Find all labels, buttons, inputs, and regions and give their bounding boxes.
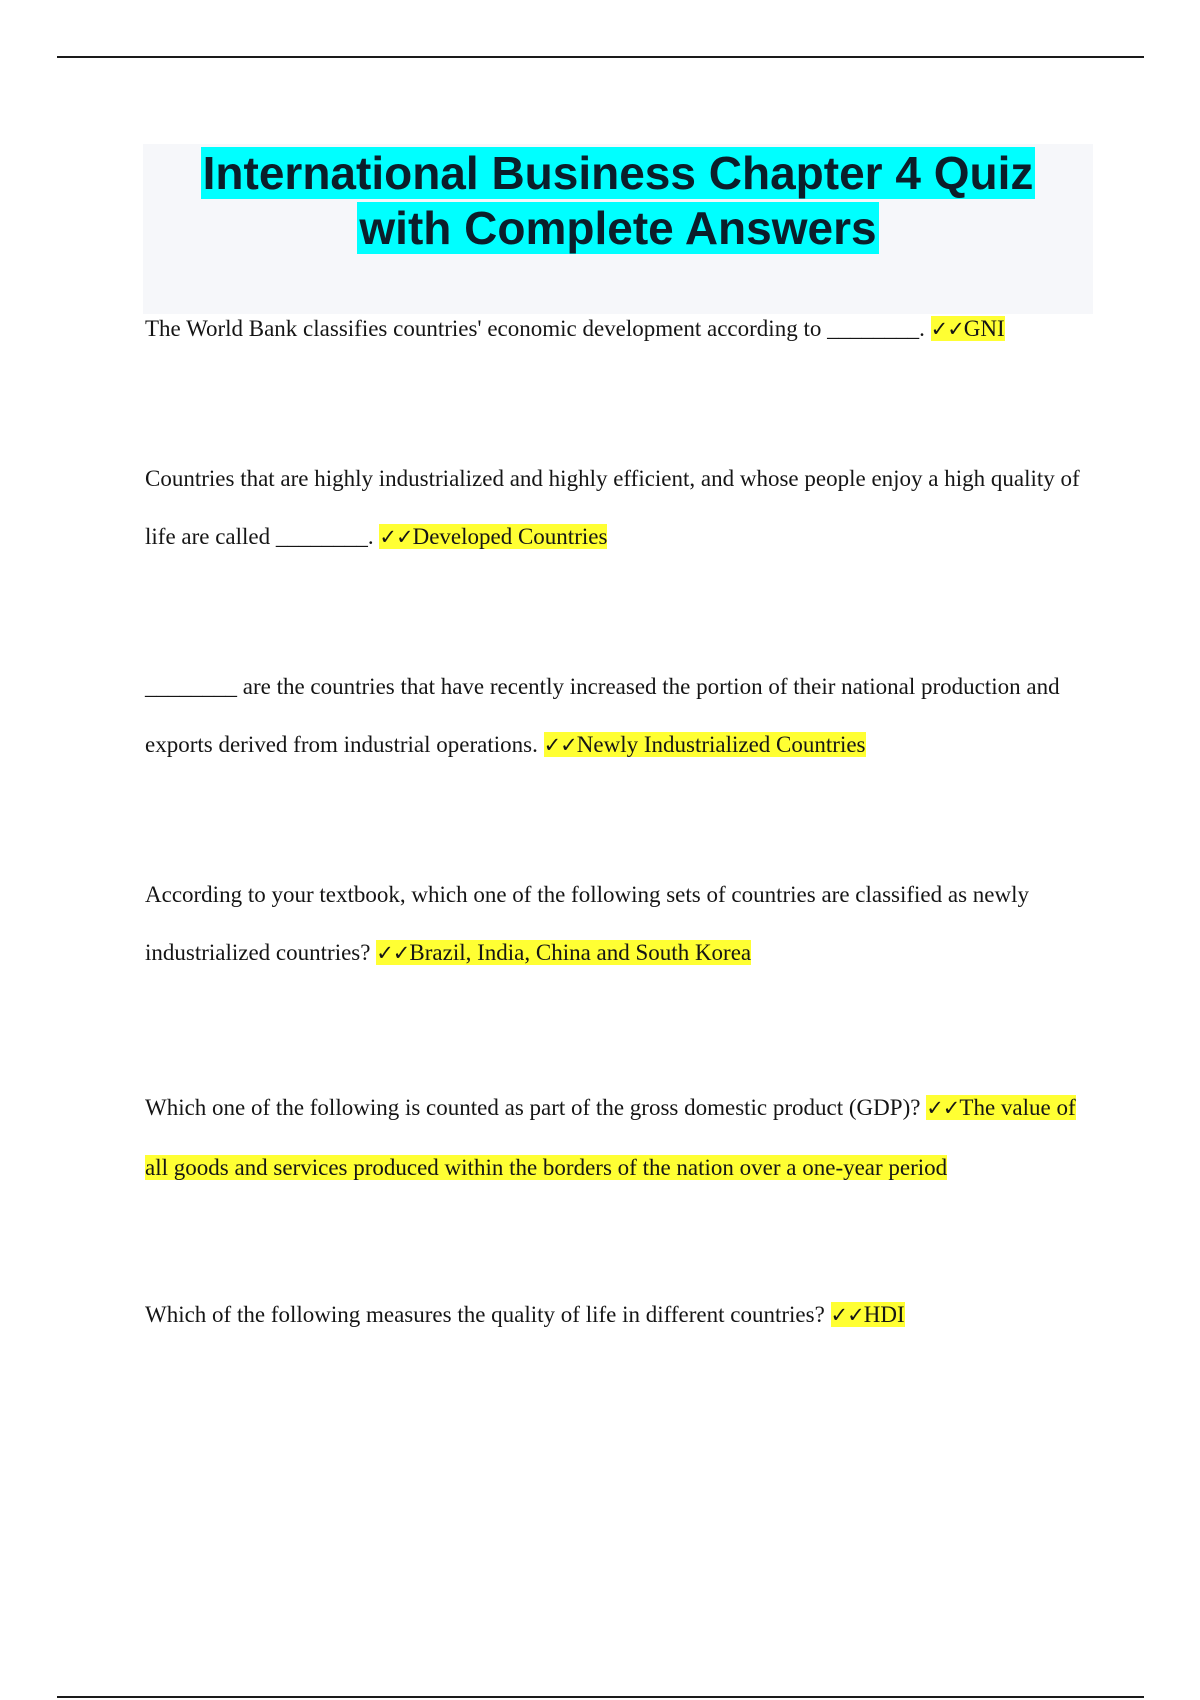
question-item [145,658,1085,774]
question-text: Which one of the following is counted as part of the gross domestic product (GDP)? [145,1095,927,1120]
question-text: ________ are the countries that have recently increased the portion of their national production and exports derived from industrial operations. [145,674,1060,757]
title-line-1: International Business Chapter 4 Quiz [202,147,1034,199]
answer-text: GNI [963,316,1005,341]
question-item [145,866,1085,982]
answer-highlight [379,524,607,549]
double-check-icon: ✓✓ [376,941,410,965]
question-text: Which of the following measures the quality of life in different countries? [145,1302,831,1327]
double-check-icon: ✓✓ [926,1096,960,1120]
answer-text: The value of all goods and services produced within the borders of the nation over a one-year period [145,1095,1076,1180]
question-text: Countries that are highly industrialized and highly efficient, and whose people enjoy a high quality of life are called ________. [145,466,1080,549]
double-check-icon: ✓✓ [543,733,577,757]
top-rule [57,56,1144,58]
answer-text: Developed Countries [412,524,608,549]
double-check-icon: ✓✓ [830,1303,864,1327]
double-check-icon: ✓✓ [930,317,964,341]
answer-text: Brazil, India, China and South Korea [409,940,752,965]
answer-highlight [931,316,1005,341]
bottom-rule [57,1696,1144,1698]
answer-text: Newly Industrialized Countries [576,732,866,757]
answer-highlight [831,1302,905,1327]
question-item [145,300,1085,358]
question-item [145,450,1085,566]
question-text: According to your textbook, which one of the following sets of countries are classified as newly industrialized countries? [145,882,1029,965]
answer-highlight [544,732,866,757]
question-item [145,1078,1095,1198]
answer-text: HDI [863,1302,905,1327]
answer-highlight [376,940,751,965]
question-item [145,1286,1085,1344]
question-text: The World Bank classifies countries' economic development according to ________. [145,316,931,341]
title-line-2: with Complete Answers [359,202,877,254]
page-title [143,146,1093,256]
double-check-icon: ✓✓ [379,525,413,549]
